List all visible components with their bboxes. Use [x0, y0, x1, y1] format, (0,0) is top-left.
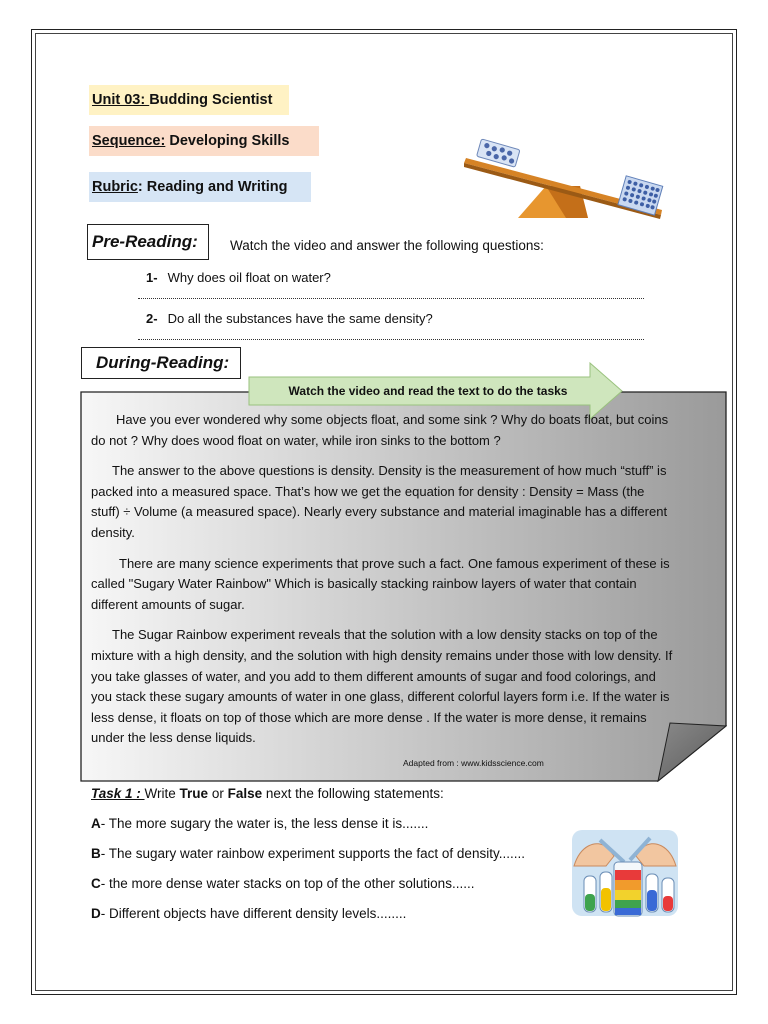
unit-label: Unit 03: — [92, 92, 150, 108]
statement-a-text: - The more sugary the water is, the less dense it is....... — [100, 816, 429, 831]
unit-heading — [89, 85, 289, 115]
task-1-post: next the following statements: — [262, 786, 444, 801]
task-1-mid: or — [208, 786, 228, 801]
reading-passage — [91, 410, 673, 759]
question-2 — [146, 311, 433, 326]
statement-b-text: - The sugary water rainbow experiment supports the fact of density....... — [100, 846, 525, 861]
passage-paragraph-2: The answer to the above questions is density. Density is the measurement of how much “stuff” is packed into a measured space. That’s how we get the equation for density : Density = Mass (the stuff) ÷ Volume (a measured space). Nearly every substance and material imaginable has a different density. — [91, 463, 668, 540]
statement-c-key: C — [91, 876, 101, 891]
pre-reading-instruction: Watch the video and answer the following questions: — [230, 238, 544, 253]
during-reading-title: During-Reading: — [81, 347, 241, 379]
question-1-number: 1- — [146, 270, 158, 285]
seesaw-illustration — [462, 138, 672, 228]
statement-b — [91, 846, 525, 861]
statement-c — [91, 876, 474, 891]
question-2-number: 2- — [146, 311, 158, 326]
reading-banner: Watch the video and read the text to do the tasks — [288, 384, 568, 398]
task-1-true-word: True — [179, 786, 209, 801]
source-credit: Adapted from : www.kidsscience.com — [403, 758, 544, 768]
statement-d — [91, 906, 406, 921]
rubric-heading — [89, 172, 311, 202]
question-1-text: Why does oil float on water? — [167, 270, 331, 285]
statement-a-key: A — [91, 816, 101, 831]
answer-line-2 — [138, 339, 644, 340]
pre-reading-title: Pre-Reading: — [87, 224, 209, 260]
task-1-pre: Write — [144, 786, 180, 801]
passage-paragraph-4: The Sugar Rainbow experiment reveals that the solution with a low density stacks on top of the mixture with a high density, and the solution with high density remains under those with low density. If you take glasses of water, and you add to them different amounts of sugar and food colorings, and you stack these sugary amounts of water in one glass, different colorful layers form i.e. If the water is less dense, it floats on top of those which are more dense . If the water is more dense, it remains under the less dense liquids. — [91, 627, 673, 746]
statement-d-text: - Different objects have different density levels........ — [100, 906, 407, 921]
question-1 — [146, 270, 331, 285]
unit-value: Budding Scientist — [149, 92, 273, 108]
statement-d-key: D — [91, 906, 101, 921]
task-1-instruction — [91, 786, 444, 801]
passage-paragraph-1: Have you ever wondered why some objects float, and some sink ? Why do boats float, but coins do not ? Why does wood float on water, while iron sinks to the bottom ? — [91, 412, 669, 448]
sugar-rainbow-illustration — [570, 826, 680, 924]
passage-paragraph-3: There are many science experiments that prove such a fact. One famous experiment of these is called "Sugary Water Rainbow" Which is basically stacking rainbow layers of water that contain different amounts of sugar. — [91, 555, 670, 612]
question-2-text: Do all the substances have the same density? — [167, 311, 433, 326]
sequence-label: Sequence: — [92, 133, 166, 149]
rubric-label: Rubric — [92, 179, 138, 195]
answer-line-1 — [138, 298, 644, 299]
sequence-value: Developing Skills — [165, 133, 290, 149]
task-1-label: Task 1 : — [91, 786, 145, 801]
sequence-heading — [89, 126, 319, 156]
rubric-value: : Reading and Writing — [137, 179, 288, 195]
statement-c-text: - the more dense water stacks on top of the other solutions...... — [100, 876, 475, 891]
task-1-false-word: False — [227, 786, 263, 801]
statement-a — [91, 816, 428, 831]
statement-b-key: B — [91, 846, 101, 861]
